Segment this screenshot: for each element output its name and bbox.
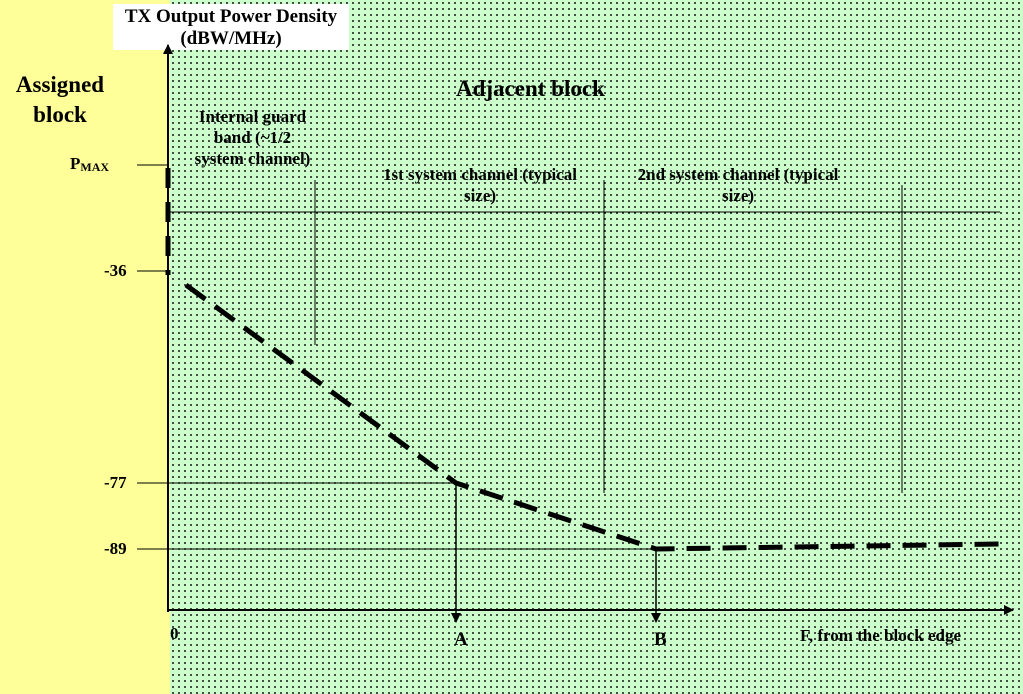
pmax-subscript: MAX (80, 160, 110, 174)
assigned-block-label: Assigned block (15, 72, 105, 127)
y-axis-unit: (dBW/MHz) (180, 28, 282, 49)
x-origin-label: 0 (170, 624, 179, 643)
first-channel-label: 1st system channel (typical size) (382, 165, 578, 205)
y-tick-label-minus-89: -89 (104, 539, 127, 558)
x-point-a-label: A (454, 629, 468, 650)
adjacent-block-label: Adjacent block (456, 76, 605, 101)
y-tick-label-minus-77: -77 (104, 473, 127, 492)
y-axis-title (113, 6, 349, 50)
x-axis-label: F, from the block edge (800, 626, 962, 645)
y-axis-title-text: TX Output Power Density (124, 6, 338, 27)
x-point-b-label: B (654, 629, 667, 650)
second-channel-label: 2nd system channel (typical size) (637, 165, 839, 205)
y-tick-label-minus-36: -36 (104, 261, 127, 280)
pmax-letter: P (70, 154, 81, 173)
y-tick-label-pmax (70, 154, 109, 175)
guard-band-label: Internal guard band (~1/2 system channel) (194, 107, 311, 168)
mask-dashed-line (186, 285, 1000, 549)
